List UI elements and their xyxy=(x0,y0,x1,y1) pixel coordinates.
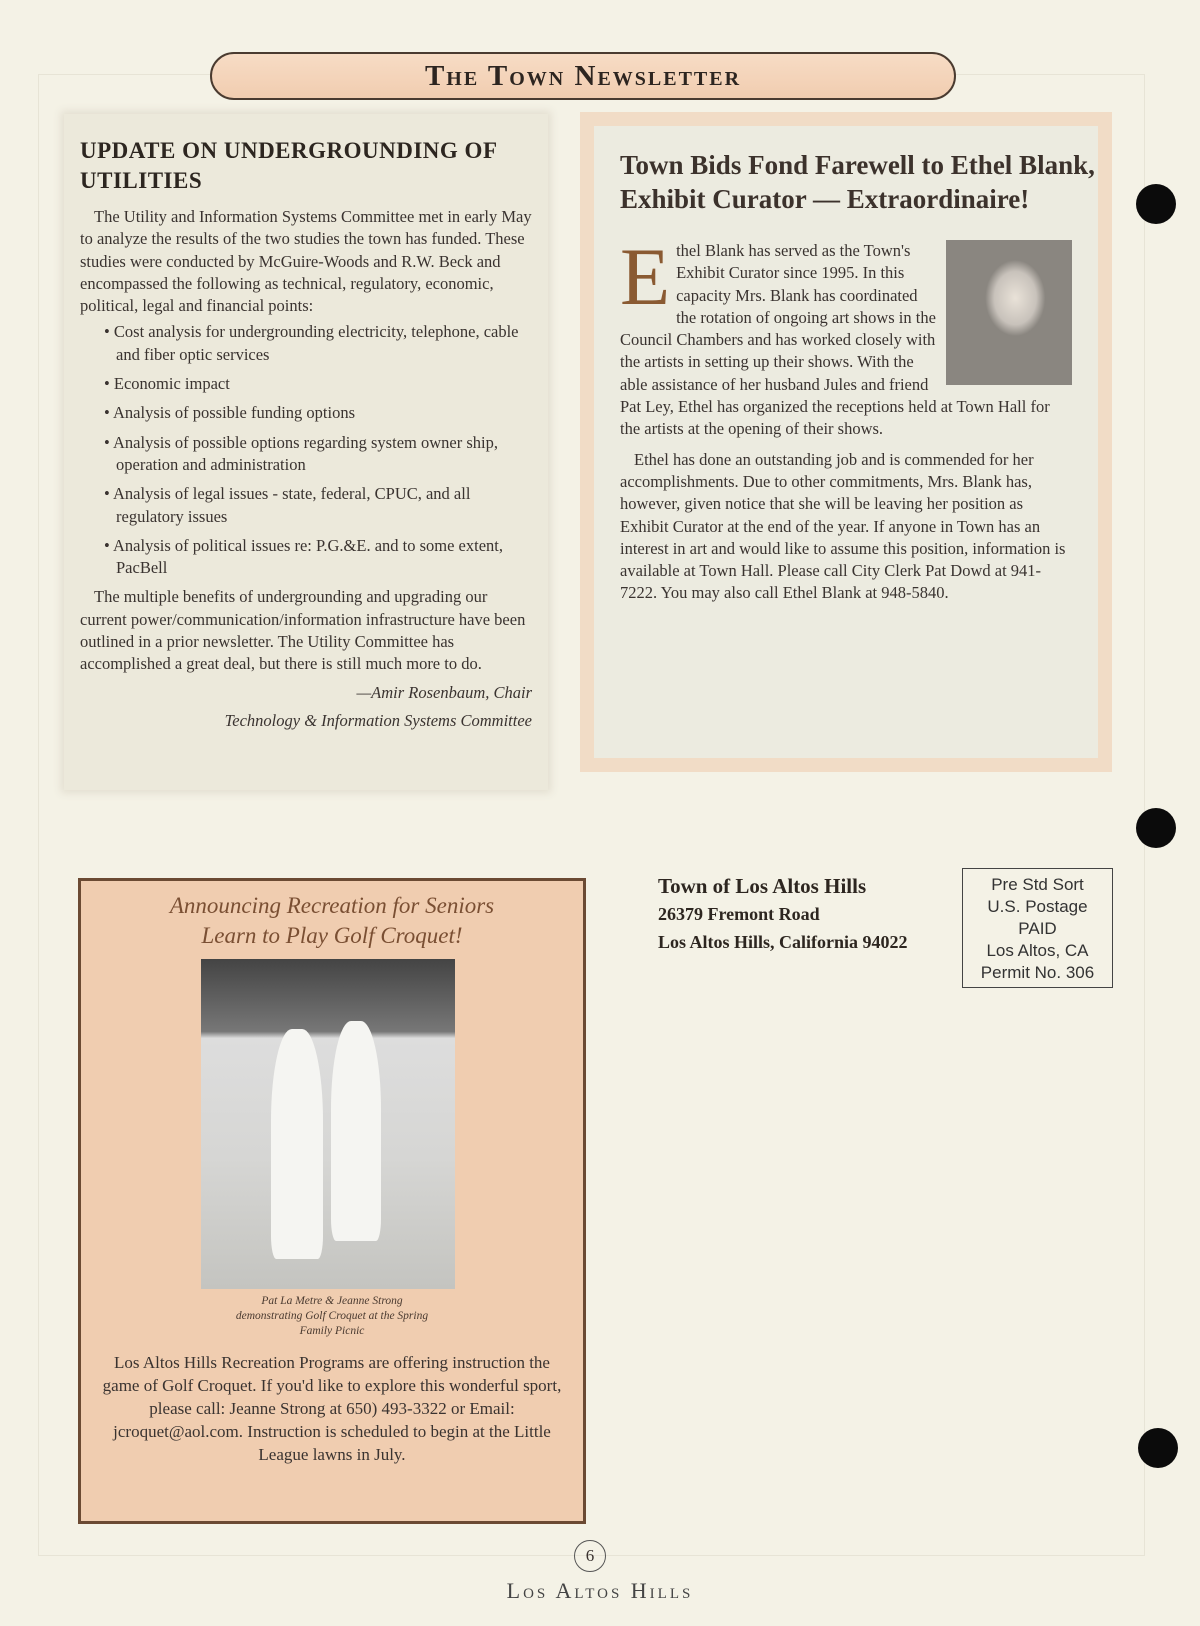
postage-line: U.S. Postage xyxy=(987,897,1088,916)
utilities-bullets xyxy=(80,321,532,579)
ethel-blank-photo xyxy=(946,240,1072,385)
binder-hole xyxy=(1136,184,1176,224)
address-street: 26379 Fremont Road xyxy=(658,904,820,924)
return-address xyxy=(658,872,908,956)
ad-body: Los Altos Hills Recreation Programs are offering instruction the game of Golf Croquet. If you'd like to explore this wonderful sport, please call: Jeanne Strong at 650) 493-3322 or Email: jcroquet@aol.com. Instruction is scheduled to begin at the Little League lawns in July. xyxy=(102,1353,562,1464)
signature: —Amir Rosenbaum, Chair xyxy=(356,682,532,702)
postage-line: Los Altos, CA xyxy=(986,941,1089,960)
farewell-para-2: Ethel has done an outstanding job and is commended for her accomplishments. Due to other commitments, Mrs. Blank has, however, given notice that she will be leaving her position as Exhibit Curator at the end of the year. If anyone in Town has an interest in art and would like to assume this position, information is available at Town Hall. Please call City Clerk Pat Dowd at 941-7222. You may also call Ethel Blank at 948-5840. xyxy=(620,449,1066,603)
postage-line: Permit No. 306 xyxy=(980,963,1095,982)
utilities-intro: The Utility and Information Systems Committee met in early May to analyze the results of the two studies the town has funded. These studies were conducted by McGuire-Woods and R.W. Beck and encompassed the following as technical, regulatory, economic, political, legal and financial points: xyxy=(80,207,532,316)
postage-line: Pre Std Sort xyxy=(991,875,1084,894)
utilities-title: UPDATE ON UNDERGROUNDING OF UTILITIES xyxy=(80,138,497,193)
page-number: 6 xyxy=(574,1540,606,1572)
newsletter-banner xyxy=(210,52,956,100)
golf-croquet-photo xyxy=(201,959,455,1289)
farewell-article xyxy=(580,112,1112,772)
farewell-title: Town Bids Fond Farewell to Ethel Blank, Exhibit Curator — Extraordinaire! xyxy=(620,150,1095,214)
address-city: Los Altos Hills, California 94022 xyxy=(658,932,908,952)
footer-town-name: Los Altos Hills xyxy=(506,1578,694,1603)
ad-title-2: Learn to Play Golf Croquet! xyxy=(201,923,463,948)
binder-hole xyxy=(1138,1428,1178,1468)
golf-croquet-ad xyxy=(78,878,586,1524)
bullet-item: • Analysis of possible options regarding system owner ship, operation and administration xyxy=(80,432,532,477)
postage-line: PAID xyxy=(1018,919,1057,938)
farewell-para-1: thel Blank has served as the Town's Exhibit Curator since 1995. In this capacity Mrs. Blank has coordinated the rotation of ongoing art shows in the Council Chambers and has worked closely with the artists in setting up their shows. With the able assistance of her husband Jules and friend Pat Ley, Ethel has organized the receptions held at Town Hall for the artists at the opening of their shows. xyxy=(620,241,1050,439)
ad-title-1: Announcing Recreation for Seniors xyxy=(169,893,495,918)
signature-org: Technology & Information Systems Committee xyxy=(224,710,532,730)
bullet-item: • Cost analysis for undergrounding electricity, telephone, cable and fiber optic services xyxy=(80,321,532,366)
bullet-item: • Analysis of possible funding options xyxy=(80,402,532,424)
drop-cap: E xyxy=(620,231,671,322)
bullet-item: • Analysis of political issues re: P.G.&E. and to some extent, PacBell xyxy=(80,535,532,580)
bullet-item: • Economic impact xyxy=(80,373,532,395)
binder-hole xyxy=(1136,808,1176,848)
utilities-closing: The multiple benefits of undergrounding and upgrading our current power/communication/information infrastructure have been outlined in a prior newsletter. The Utility Committee has accomplished a great deal, but there is still much more to do. xyxy=(80,587,526,674)
postage-indicia xyxy=(962,868,1113,988)
photo-caption: Pat La Metre & Jeanne Strong demonstrating Golf Croquet at the Spring Family Picnic xyxy=(235,1295,429,1337)
address-name: Town of Los Altos Hills xyxy=(658,874,867,898)
utilities-article xyxy=(64,114,548,790)
newsletter-title: The Town Newsletter xyxy=(424,60,742,92)
bullet-item: • Analysis of legal issues - state, federal, CPUC, and all regulatory issues xyxy=(80,483,532,528)
